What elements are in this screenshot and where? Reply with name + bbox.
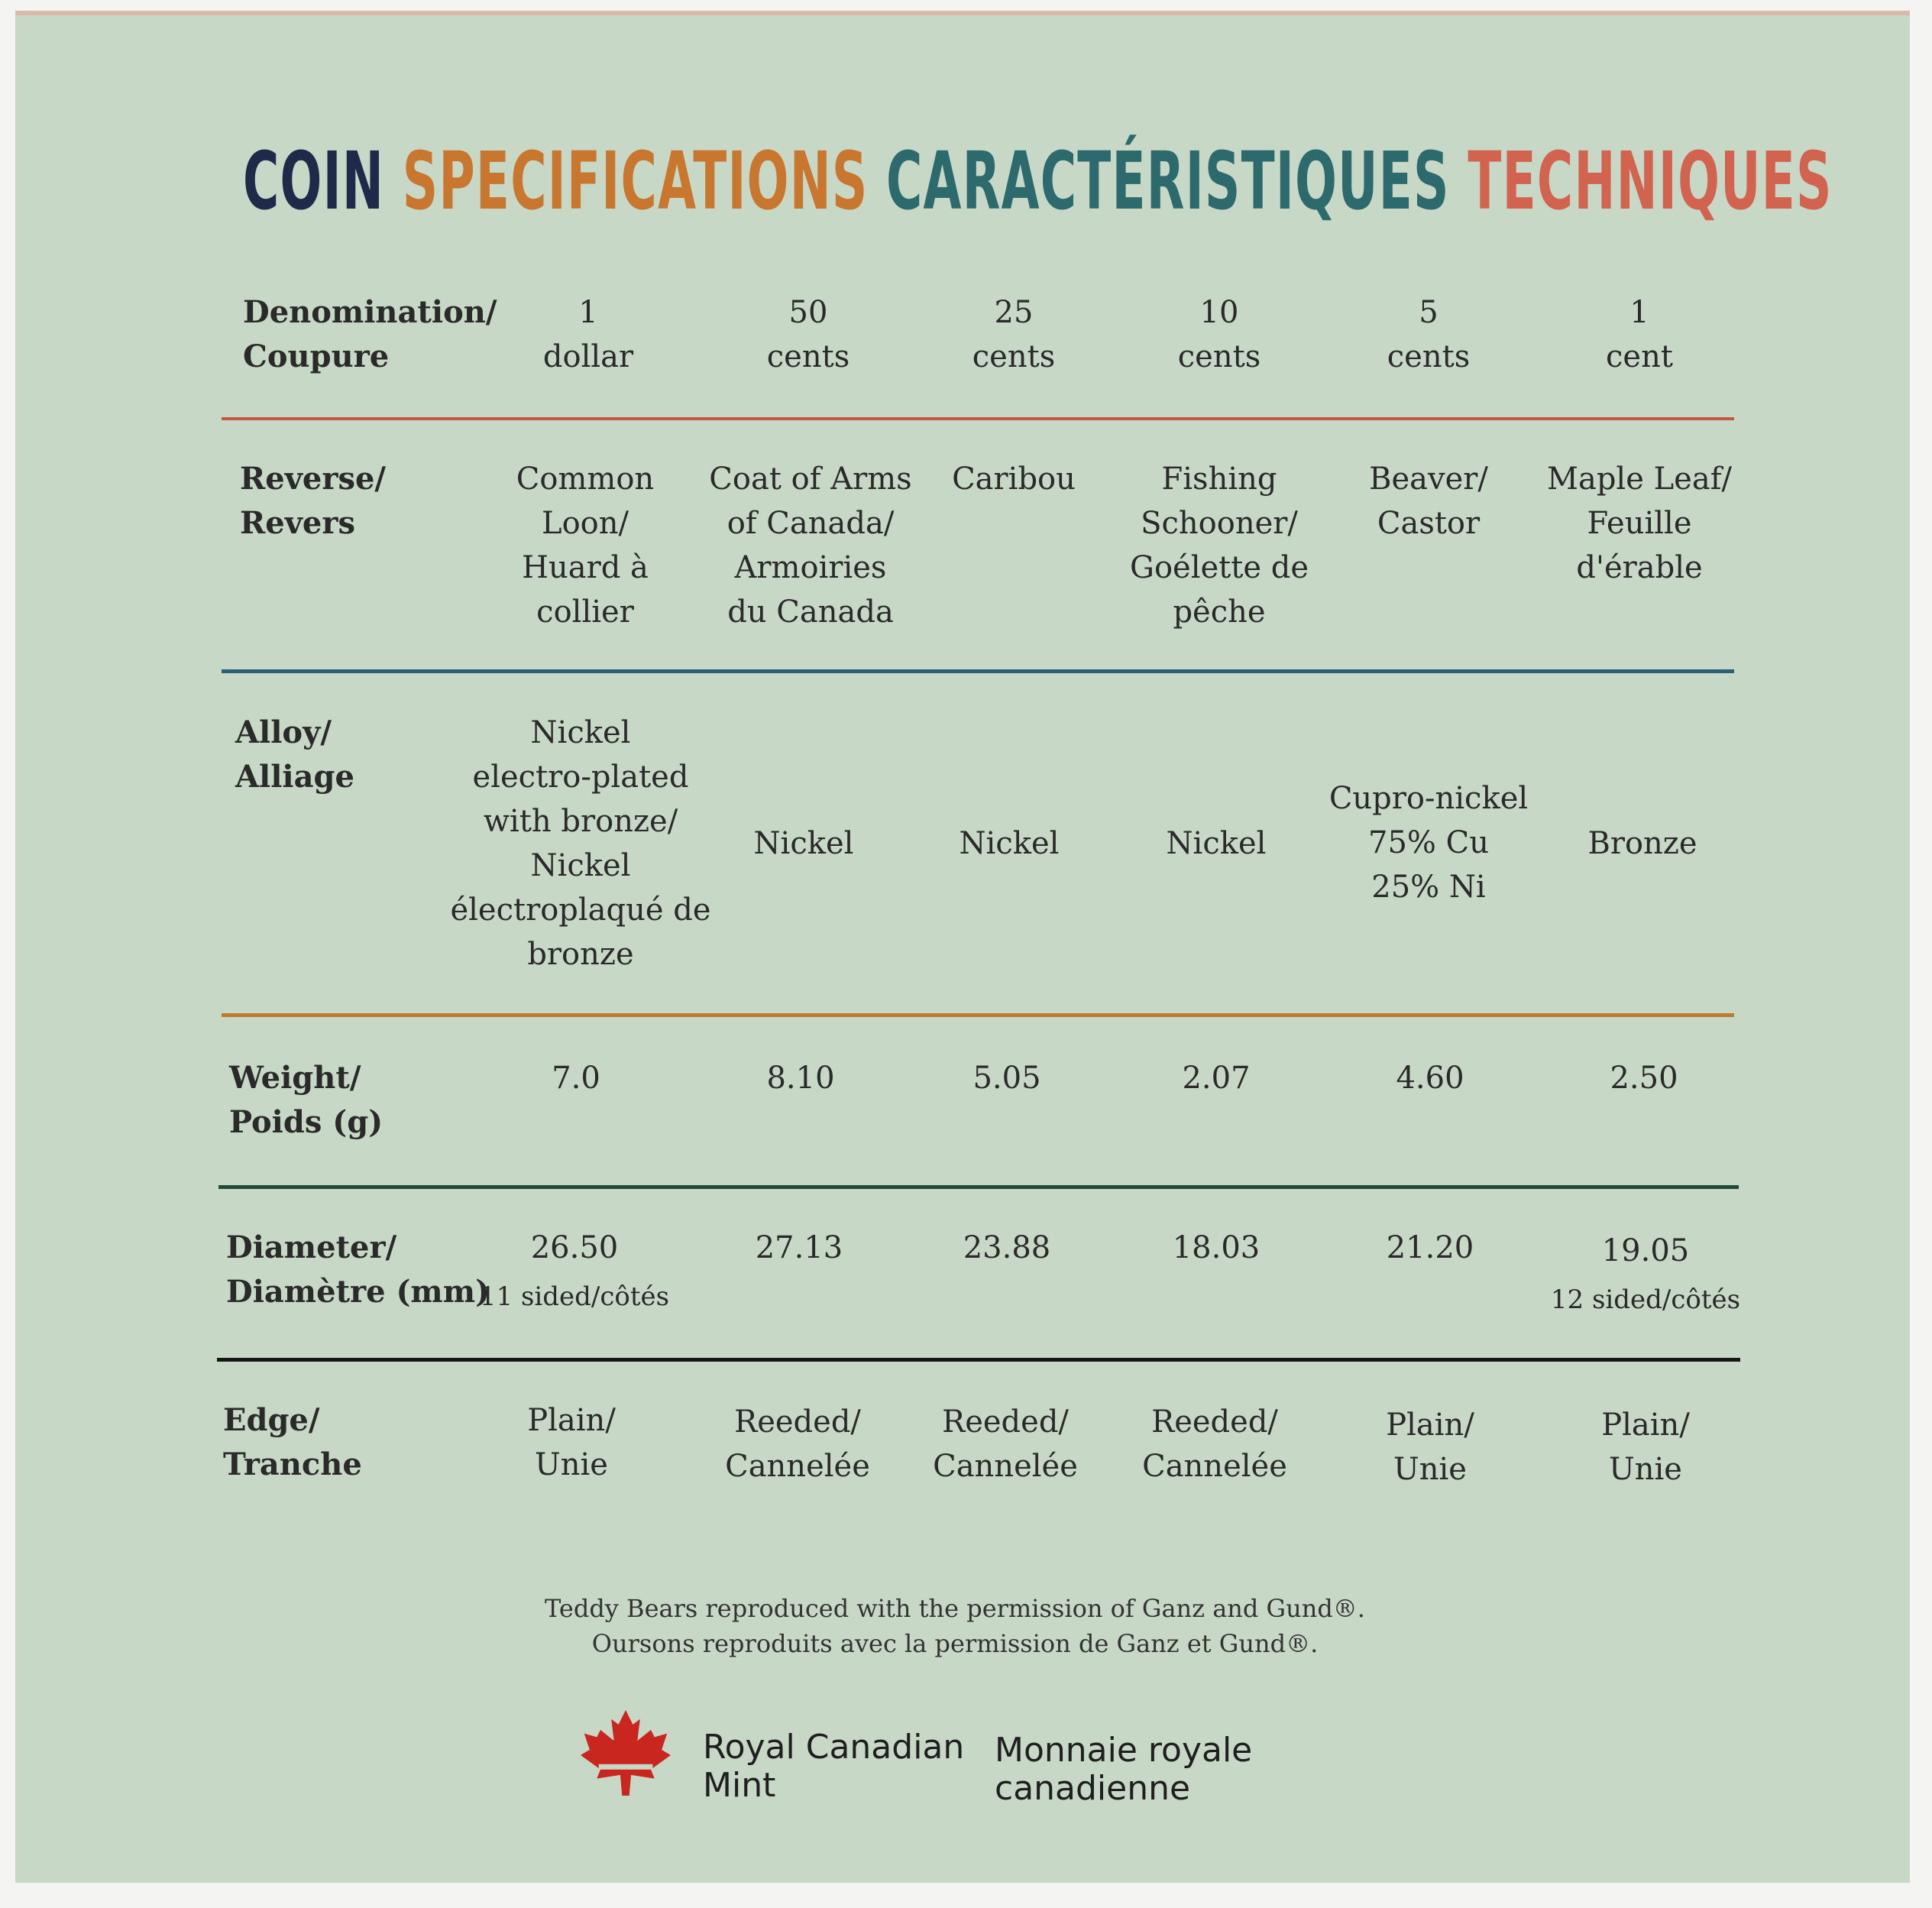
row-label-denomination: Denomination/ Coupure bbox=[243, 294, 497, 374]
title-word-caracteristiques: CARACTÉRISTIQUES bbox=[886, 134, 1450, 228]
edge-10-cents: Reeded/ Cannelée bbox=[1142, 1404, 1287, 1484]
edge-25-cents: Reeded/ Cannelée bbox=[933, 1404, 1078, 1484]
weight-1-cent: 2.50 bbox=[1610, 1061, 1678, 1096]
logo-name-english: Royal Canadian Mint bbox=[703, 1728, 965, 1805]
alloy-50-cents: Nickel bbox=[753, 826, 854, 861]
rule-blue bbox=[222, 669, 1734, 673]
edge-5-cents: Plain/ Unie bbox=[1386, 1408, 1474, 1487]
alloy-10-cents: Nickel bbox=[1166, 826, 1267, 861]
alloy-1-dollar: Nickel electro-plated with bronze/ Nickel électroplaqué de bronze bbox=[450, 715, 711, 972]
weight-5-cents: 4.60 bbox=[1396, 1061, 1464, 1096]
alloy-25-cents: Nickel bbox=[959, 826, 1060, 861]
logo-name-french: Monnaie royale canadienne bbox=[995, 1731, 1253, 1808]
edge-1-cent: Plain/ Unie bbox=[1601, 1408, 1690, 1487]
diameter-25-cents: 23.88 bbox=[963, 1230, 1051, 1265]
title-french bbox=[886, 134, 1833, 228]
reverse-50-cents: Coat of Arms of Canada/ Armoiries du Canada bbox=[709, 462, 912, 630]
diameter-5-cents: 21.20 bbox=[1386, 1230, 1474, 1265]
alloy-5-cents: Cupro-nickel 75% Cu 25% Ni bbox=[1328, 781, 1529, 905]
diameter-1-cent-note: 12 sided/côtés bbox=[1550, 1284, 1741, 1315]
diameter-1-dollar-note: 11 sided/côtés bbox=[479, 1281, 670, 1312]
row-label-edge: Edge/ Tranche bbox=[223, 1402, 362, 1482]
title-english bbox=[243, 134, 869, 228]
weight-1-dollar: 7.0 bbox=[552, 1061, 600, 1096]
denomination-1-cent: 1 cent bbox=[1606, 295, 1673, 374]
edge-50-cents: Reeded/ Cannelée bbox=[725, 1404, 870, 1484]
title-word-coin: COIN bbox=[243, 134, 385, 228]
weight-50-cents: 8.10 bbox=[766, 1061, 835, 1096]
alloy-1-cent: Bronze bbox=[1587, 826, 1697, 861]
footnote-french: Oursons reproduits avec la permission de Ganz et Gund®. bbox=[591, 1629, 1319, 1658]
weight-25-cents: 5.05 bbox=[972, 1061, 1041, 1096]
row-label-diameter: Diameter/ Diamètre (mm) bbox=[226, 1229, 490, 1310]
footnote-english: Teddy Bears reproduced with the permission of Ganz and Gund®. bbox=[545, 1594, 1365, 1623]
denomination-5-cents: 5 cents bbox=[1387, 295, 1471, 374]
denomination-50-cents: 50 cents bbox=[766, 295, 850, 374]
reverse-5-cents: Beaver/ Castor bbox=[1369, 462, 1488, 541]
denomination-25-cents: 25 cents bbox=[972, 295, 1056, 374]
diameter-10-cents: 18.03 bbox=[1172, 1230, 1260, 1265]
row-label-reverse: Reverse/ Revers bbox=[240, 461, 387, 541]
rule-red bbox=[222, 417, 1734, 420]
row-label-weight: Weight/ Poids (g) bbox=[229, 1060, 383, 1140]
title-word-specifications: SPECIFICATIONS bbox=[402, 134, 869, 228]
denomination-1-dollar: 1 dollar bbox=[542, 295, 634, 374]
card-top-edge bbox=[15, 11, 1910, 15]
maple-leaf-icon bbox=[581, 1710, 671, 1796]
rule-black bbox=[217, 1358, 1740, 1362]
diameter-50-cents: 27.13 bbox=[755, 1230, 843, 1265]
rule-green bbox=[218, 1185, 1739, 1189]
rule-orange bbox=[222, 1013, 1734, 1017]
reverse-1-cent: Maple Leaf/ Feuille d'érable bbox=[1547, 462, 1732, 585]
row-label-alloy: Alloy/ Alliage bbox=[235, 714, 354, 795]
reverse-10-cents: Fishing Schooner/ Goélette de pêche bbox=[1130, 462, 1309, 630]
reverse-1-dollar: Common Loon/ Huard à collier bbox=[516, 462, 655, 630]
weight-10-cents: 2.07 bbox=[1182, 1061, 1251, 1096]
edge-1-dollar: Plain/ Unie bbox=[527, 1403, 616, 1482]
diameter-1-dollar: 26.50 bbox=[530, 1230, 619, 1265]
diameter-1-cent: 19.05 bbox=[1601, 1233, 1690, 1268]
denomination-10-cents: 10 cents bbox=[1177, 295, 1261, 374]
reverse-25-cents: Caribou bbox=[952, 462, 1076, 497]
title-word-techniques: TECHNIQUES bbox=[1468, 134, 1833, 228]
